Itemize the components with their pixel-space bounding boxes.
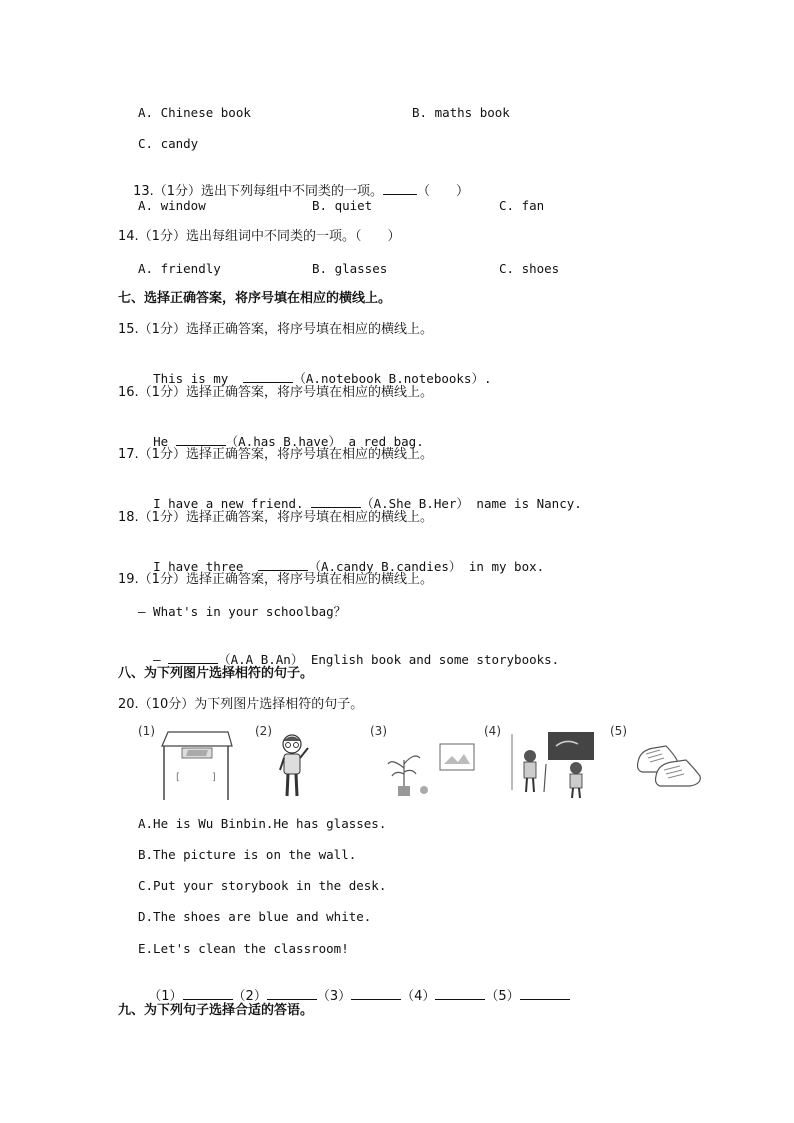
q20-option-b: B.The picture is on the wall. (138, 847, 357, 862)
q14-option-c: C. shoes (499, 261, 560, 276)
q14-option-a: A. friendly (138, 261, 221, 276)
q13-answer-blank[interactable] (383, 182, 417, 195)
q12-option-c: C. candy (138, 136, 199, 151)
q13-option-c: C. fan (499, 198, 545, 213)
picture-desk (158, 728, 234, 802)
q20-option-c: C.Put your storybook in the desk. (138, 878, 387, 893)
q20-answer-label-4: （4） (401, 989, 436, 1004)
picture-wall-picture (382, 738, 480, 800)
q17-text-before: I have a new friend. (153, 496, 312, 511)
q20-answer-label-5: （5） (485, 989, 520, 1004)
q18-text-after: （A.candy B.candies） in my box. (308, 559, 545, 574)
q19-dialogue-line-2 (138, 635, 559, 668)
q17-stem: 17.（1分）选择正确答案，将序号填在相应的横线上。 (118, 447, 433, 462)
q15-text-after: （A.notebook B.notebooks）. (293, 371, 492, 386)
q12-option-a: A. Chinese book (138, 105, 251, 120)
q16-answer-blank[interactable] (176, 433, 226, 446)
picture-shoes (634, 732, 706, 792)
q16-text-before: He (153, 434, 176, 449)
q13-option-b: B. quiet (312, 198, 373, 213)
q15-sentence (138, 354, 491, 387)
q19-text-after: （A.A B.An） English book and some storybooks. (218, 652, 560, 667)
q20-answer-row (140, 971, 570, 1005)
q20-answer-label-1: （1） (148, 989, 183, 1004)
q13-stem: 13.（1分）选出下列每组中不同类的一项。 (133, 184, 384, 199)
q17-sentence (138, 479, 582, 512)
q14-option-b: B. glasses (312, 261, 388, 276)
picture-boy-with-glasses (268, 730, 318, 802)
q18-answer-blank[interactable] (258, 558, 308, 571)
picture-label-4: (4) (484, 724, 501, 738)
q20-answer-blank-2[interactable] (267, 987, 317, 1000)
q19-answer-blank[interactable] (168, 651, 218, 664)
picture-label-1: (1) (138, 724, 155, 738)
section-9-title: 九、为下列句子选择合适的答语。 (118, 1003, 314, 1018)
q19-text-before: — (153, 652, 169, 667)
q12-option-b: B. maths book (412, 105, 510, 120)
q20-option-e: E.Let's clean the classroom! (138, 941, 349, 956)
q20-answer-blank-3[interactable] (351, 987, 401, 1000)
q20-answer-label-3: （3） (316, 989, 352, 1004)
picture-label-5: (5) (610, 724, 627, 738)
q19-stem: 19.（1分）选择正确答案，将序号填在相应的横线上。 (118, 572, 433, 587)
q20-answer-blank-1[interactable] (183, 987, 233, 1000)
svg-text:[: [ (176, 772, 180, 783)
q18-sentence (138, 542, 544, 575)
q15-stem: 15.（1分）选择正确答案，将序号填在相应的横线上。 (118, 322, 433, 337)
q14-stem: 14.（1分）选出每组词中不同类的一项。（ ） (118, 229, 401, 244)
q20-answer-blank-5[interactable] (520, 987, 570, 1000)
q18-text-before: I have three (153, 559, 251, 574)
section-8-title: 八、为下列图片选择相符的句子。 (118, 666, 314, 681)
q16-text-after: （A.has B.have） a red bag. (225, 434, 424, 449)
picture-classroom (506, 730, 598, 800)
q13-question (118, 166, 469, 200)
q20-option-a: A.He is Wu Binbin.He has glasses. (138, 816, 387, 831)
section-7-title: 七、选择正确答案，将序号填在相应的横线上。 (118, 291, 392, 306)
picture-label-2: (2) (255, 724, 272, 738)
q16-sentence (138, 417, 424, 450)
q16-stem: 16.（1分）选择正确答案，将序号填在相应的横线上。 (118, 385, 433, 400)
q13-paren: （ ） (417, 184, 470, 199)
q20-answer-blank-4[interactable] (435, 987, 485, 1000)
q20-answer-label-2: （2） (232, 989, 267, 1004)
q17-text-after: （A.She B.Her） name is Nancy. (361, 496, 582, 511)
q15-text-before: This is my (153, 371, 236, 386)
q20-stem: 20.（10分）为下列图片选择相符的句子。 (118, 697, 364, 712)
q13-option-a: A. window (138, 198, 206, 213)
q17-answer-blank[interactable] (311, 495, 361, 508)
picture-label-3: (3) (370, 724, 387, 738)
svg-text:]: ] (212, 772, 216, 783)
q20-option-d: D.The shoes are blue and white. (138, 909, 372, 924)
q18-stem: 18.（1分）选择正确答案，将序号填在相应的横线上。 (118, 510, 433, 525)
q19-dialogue-line-1: — What's in your schoolbag？ (138, 604, 347, 619)
q15-answer-blank[interactable] (243, 370, 293, 383)
